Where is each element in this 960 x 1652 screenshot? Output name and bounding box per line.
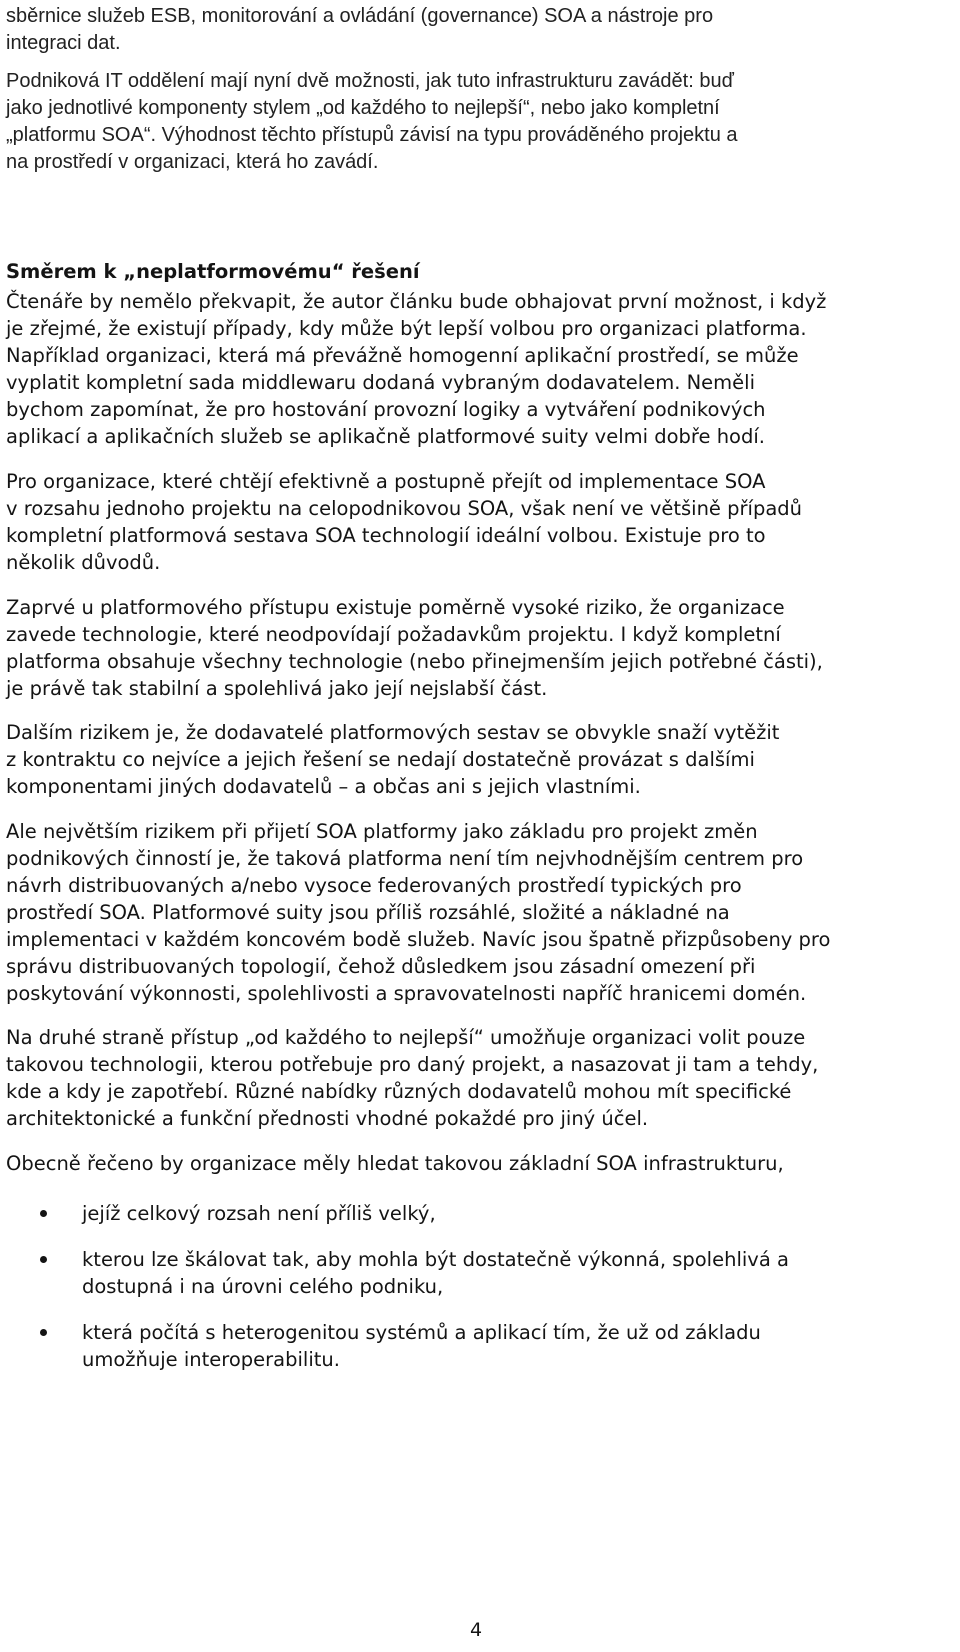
body-paragraph-7: Obecně řečeno by organizace měly hledat takovou základní SOA infrastrukturu, [6, 1152, 784, 1175]
body-paragraph-4: Dalším rizikem je, že dodavatelé platformových sestav se obvykle snaží vytěžit z kontraktu co nejvíce a jejich řešení se nedají dostatečně provázat s dalšími komponentami jiných dodavatelů – a občas ani s jejich vlastními. [6, 721, 780, 798]
body-paragraph-3: Zaprvé u platformového přístupu existuje poměrně vysoké riziko, že organizace zavede technologie, které neodpovídají požadavkům projektu. I když kompletní platforma obsahuje všechny technologie (nebo přinejmenším jejich potřebné části), je právě tak stabilní a spolehlivá jako její nejslabší část. [6, 596, 823, 700]
bullet-text: která počítá s heterogenitou systémů a aplikací tím, že už od základu umožňuje interoperabilitu. [82, 1321, 761, 1371]
bullet-text: jejíž celkový rozsah není příliš velký, [82, 1202, 436, 1225]
bullet-text: kterou lze škálovat tak, aby mohla být dostatečně výkonná, spolehlivá a dostupná i na úrovni celého podniku, [82, 1248, 789, 1298]
bullet-icon [40, 1329, 47, 1336]
bullet-icon [40, 1256, 47, 1263]
section-heading: Směrem k „neplatformovému“ řešení [6, 260, 420, 283]
bullet-icon [40, 1210, 47, 1217]
page-number: 4 [470, 1619, 483, 1641]
intro-paragraph-2: Podniková IT oddělení mají nyní dvě možnosti, jak tuto infrastrukturu zavádět: buď jako jednotlivé komponenty stylem „od každého to nejlepší“, nebo jako kompletní „platformu SOA“. Výhodnost těchto přístupů závisí na typu prováděného projektu a na prostředí v organizaci, která ho zavádí. [6, 70, 738, 173]
intro-paragraph-1: sběrnice služeb ESB, monitorování a ovládání (governance) SOA a nástroje pro integraci dat. [6, 5, 714, 54]
body-paragraph-2: Pro organizace, které chtějí efektivně a postupně přejít od implementace SOA v rozsahu jednoho projektu na celopodnikovou SOA, však není ve většině případů kompletní platformová sestava SOA technologií ideální volbou. Existuje pro to několik důvodů. [6, 470, 803, 574]
body-paragraph-6: Na druhé straně přístup „od každého to nejlepší“ umožňuje organizaci volit pouze takovou technologii, kterou potřebuje pro daný projekt, a nasazovat ji tam a tehdy, kde a kdy je zapotřebí. Různé nabídky různých dodavatelů mohou mít specifické architektonické a funkční přednosti vhodné pokaždé pro jiný účel. [6, 1026, 819, 1130]
body-paragraph-5: Ale největším rizikem při přijetí SOA platformy jako základu pro projekt změn podnikových činností je, že taková platforma není tím nejvhodnějším centrem pro návrh distribuovaných a/nebo vysoce federovaných prostředí typických pro prostředí SOA. Platformové suity jsou příliš rozsáhlé, složité a nákladné na implementaci v každém koncovém bodě služeb. Navíc jsou špatně přizpůsobeny pro správu distribuovaných topologií, čehož důsledkem jsou zásadní omezení při poskytování výkonnosti, spolehlivosti a spravovatelnosti napříč hranicemi domén. [6, 820, 831, 1005]
body-paragraph-1: Čtenáře by nemělo překvapit, že autor článku bude obhajovat první možnost, i když je zřejmé, že existují případy, kdy může být lepší volbou pro organizaci platforma. Například organizaci, která má převážně homogenní aplikační prostředí, se může vyplatit kompletní sada middlewaru dodaná vybraným dodavatelem. Neměli bychom zapomínat, že pro hostování provozní logiky a vytváření podnikových aplikací a aplikačních služeb se aplikačně platformové suity velmi dobře hodí. [6, 290, 827, 448]
